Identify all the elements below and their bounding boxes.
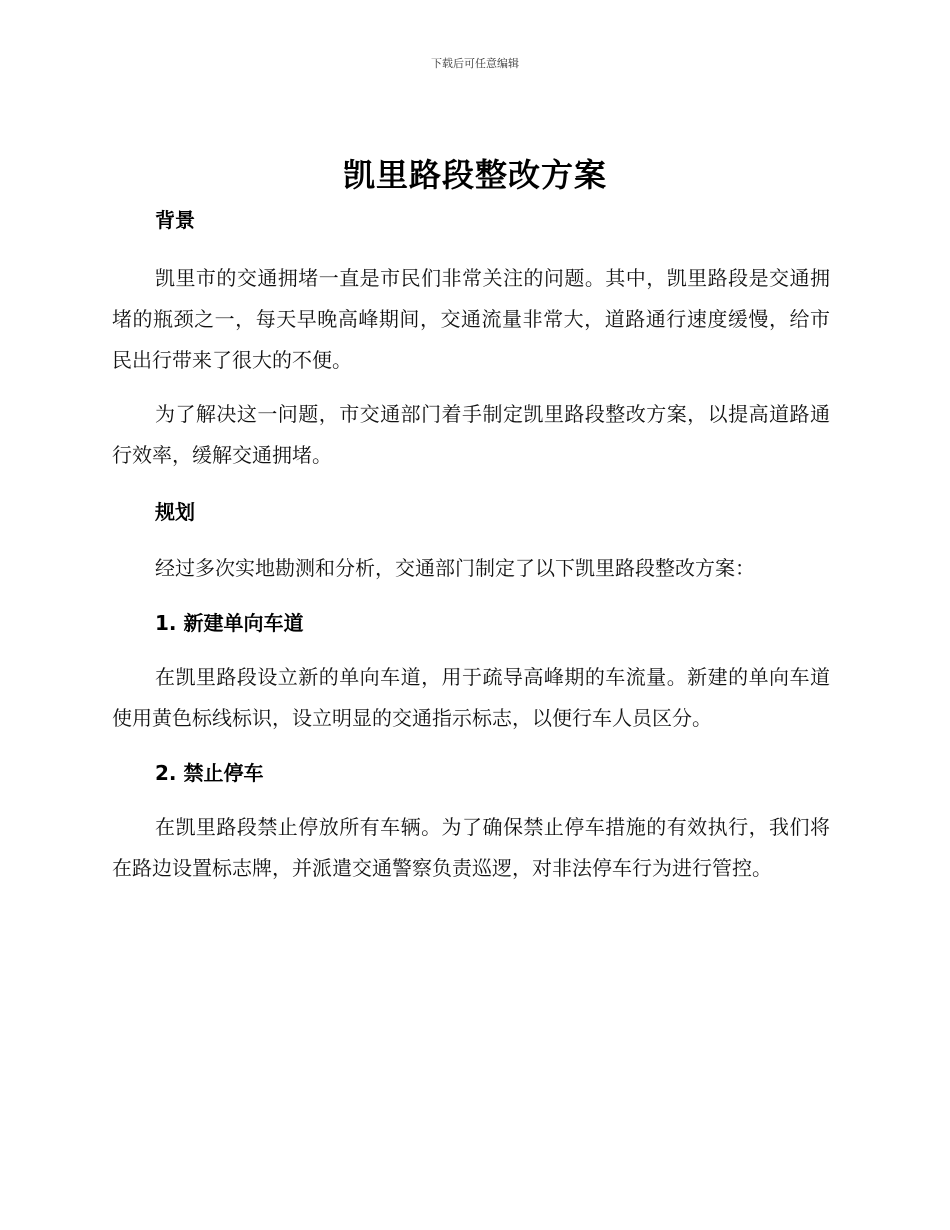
background-paragraph-2: 为了解决这一问题，市交通部门着手制定凯里路段整改方案，以提高道路通行效率，缓解交通拥堵。 <box>112 402 830 467</box>
item-1-paragraph: 在凯里路段设立新的单向车道，用于疏导高峰期的车流量。新建的单向车道使用黄色标线标识，设立明显的交通指示标志，以便行车人员区分。 <box>112 665 830 730</box>
document-body <box>112 200 830 889</box>
document-title: 凯里路段整改方案 <box>342 156 607 194</box>
plan-paragraph: 经过多次实地勘测和分析，交通部门制定了以下凯里路段整改方案： <box>155 556 755 580</box>
item-2-heading: 2. 禁止停车 <box>155 761 264 785</box>
item-2-paragraph: 在凯里路段禁止停放所有车辆。为了确保禁止停车措施的有效执行，我们将在路边设置标志牌，并派遣交通警察负责巡逻，对非法停车行为进行管控。 <box>112 815 830 880</box>
item-1-heading: 1. 新建单向车道 <box>155 611 304 635</box>
background-paragraph-1: 凯里市的交通拥堵一直是市民们非常关注的问题。其中，凯里路段是交通拥堵的瓶颈之一，每天早晚高峰期间，交通流量非常大，道路通行速度缓慢，给市民出行带来了很大的不便。 <box>112 266 830 372</box>
background-heading: 背景 <box>155 208 195 232</box>
plan-heading: 规划 <box>155 500 195 524</box>
header-note: 下载后可任意编辑 <box>431 57 519 70</box>
